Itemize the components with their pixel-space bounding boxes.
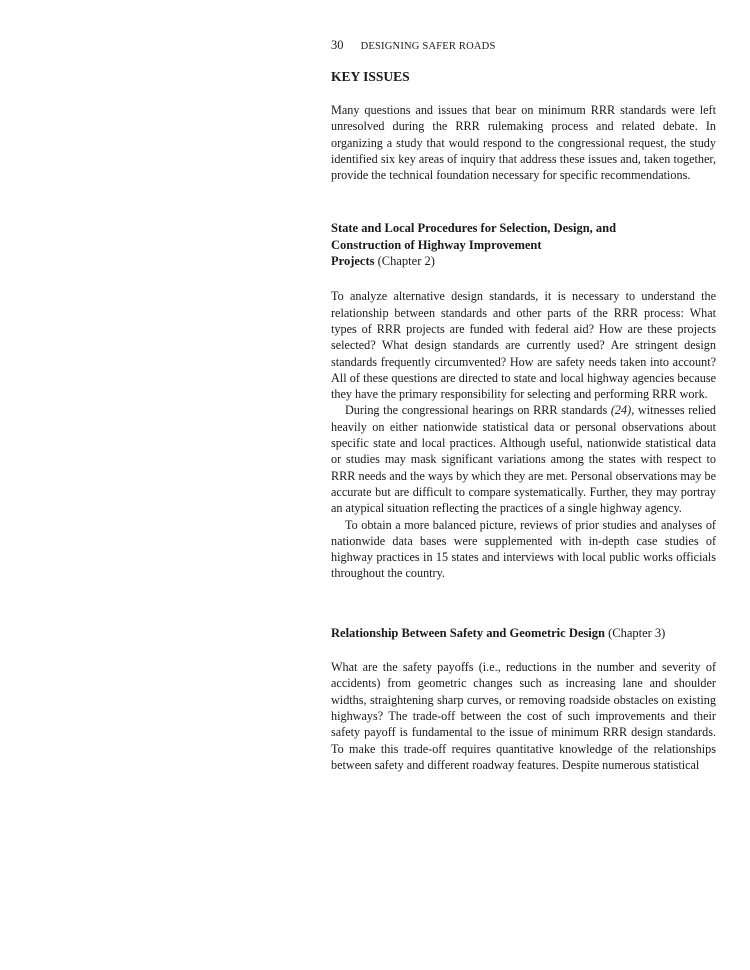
document-page [331,36,716,773]
page-number: 30 [331,38,344,52]
section2-heading [331,625,716,641]
section1-paragraph1: To analyze alternative design standards, it is necessary to understand the relationship between standards and other parts of the RRR process: What types of RRR projects are funded with federal aid? How are these projects selected? What design standards are currently used? Are stringent design standards frequently circumvented? How are safety needs taken into account? All of these questions are directed to state and local highway agencies because they have the primary responsibility for selecting and performing RRR work. [331,289,716,402]
section1-paragraph3: To obtain a more balanced picture, reviews of prior studies and analyses of nationwide data bases were supplemented with in-depth case studies of highway practices in 15 states and interviews with local public works officials throughout the country. [331,517,716,581]
section2-heading-text: Relationship Between Safety and Geometric Design [331,625,605,640]
citation-24: (24) [610,403,632,418]
section2-chapter-ref: (Chapter 3) [608,625,666,640]
section1-paragraph2-after: , witnesses relied heavily on either nationwide statistical data or personal observations about specific state and local practices. Although useful, nationwide statistical data or studies may mask significant variations among the states with respect to RRR needs and the ways by which they are met. Personal observations may be accurate but are difficult to compare systematically. Further, they may portray an atypical situation reflecting the practices of a single highway agency. [331,403,716,516]
section2-paragraph1: What are the safety payoffs (i.e., reductions in the number and severity of accidents) from geometric changes such as increasing lane and shoulder widths, straightening sharp curves, or removing roadside obstacles on existing highways? The trade-off between the cost of such improvements and their safety payoff is fundamental to the issue of minimum RRR design standards. To make this trade-off requires quantitative knowledge of the relationships between safety and different roadway features. Despite numerous statistical [331,660,716,772]
section1-chapter-ref: (Chapter 2) [377,254,435,269]
section1-heading-line2: Construction of Highway Improvement [331,237,542,252]
section1-paragraph2-before: During the congressional hearings on RRR standards [345,403,611,418]
running-header [331,36,716,56]
section1-heading [331,220,716,269]
running-title: DESIGNING SAFER ROADS [360,41,496,52]
section1-heading-line1: State and Local Procedures for Selection, Design, and [331,221,617,236]
key-issues-paragraph: Many questions and issues that bear on minimum RRR standards were left unresolved during the RRR rulemaking process and related debate. In organizing a study that would respond to the congressional request, the study identified six key areas of inquiry that address these issues and, taken together, provide the technical foundation necessary for specific recommendations. [331,103,716,183]
section1-heading-line3: Projects [331,254,375,269]
section1-paragraph2 [331,402,716,516]
key-issues-heading: KEY ISSUES [331,69,410,84]
